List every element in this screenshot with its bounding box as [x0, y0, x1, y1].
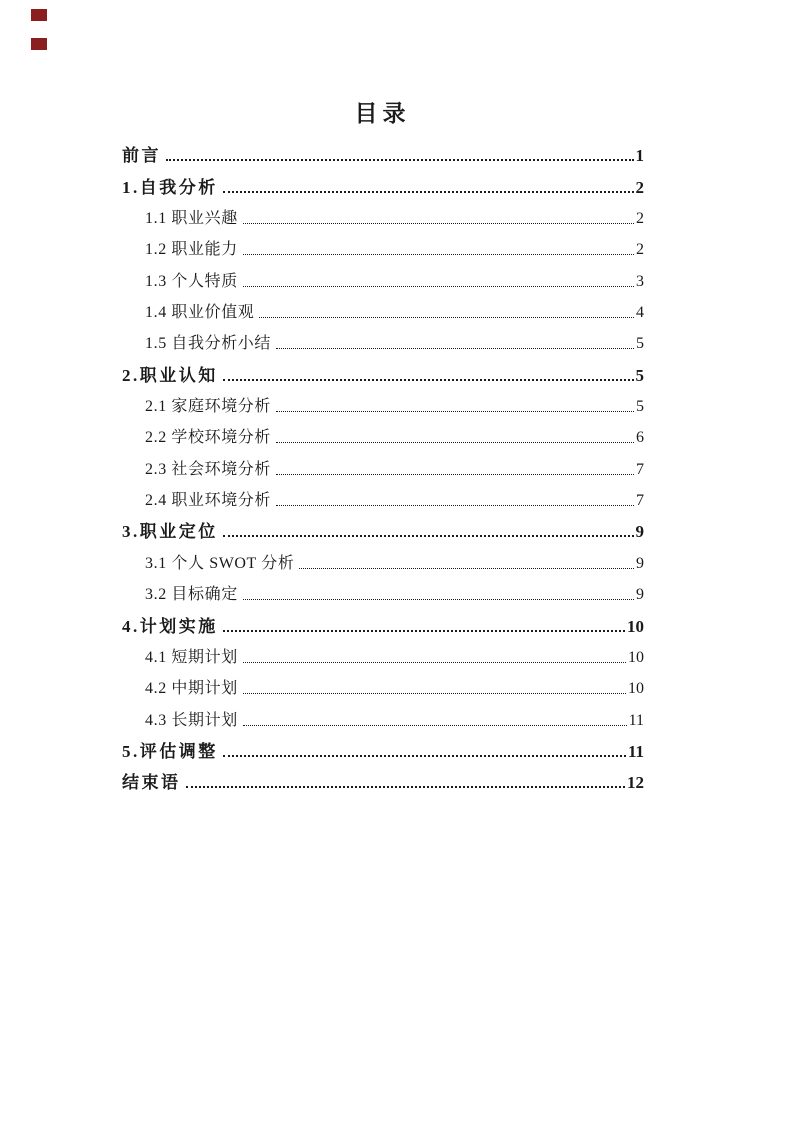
- toc-entry-page-number: 5: [636, 335, 644, 353]
- toc-entry-label: 1.5 自我分析小结: [145, 335, 272, 353]
- toc-entry-page-number: 9: [636, 554, 644, 572]
- toc-entry[interactable]: [122, 732, 644, 763]
- toc-entry-page-number: 3: [636, 272, 644, 290]
- toc-entry-label: 前言: [122, 146, 161, 166]
- dot-leader: [223, 630, 625, 632]
- toc-entry-page-number: 4: [636, 304, 644, 322]
- toc-entry[interactable]: [122, 293, 644, 324]
- page-title: 目录: [354, 101, 411, 126]
- toc-entry-label: 2.职业认知: [122, 365, 218, 385]
- toc-entry-label: 4.1 短期计划: [145, 648, 238, 666]
- toc-entry-page-number: 9: [635, 522, 644, 542]
- dot-leader: [299, 568, 634, 569]
- toc-entry-page-number: 11: [628, 711, 644, 729]
- toc-entry-label: 3.职业定位: [122, 522, 218, 542]
- dot-leader: [243, 223, 634, 224]
- toc-entry-label: 1.自我分析: [122, 177, 218, 197]
- toc-entry[interactable]: [122, 136, 644, 167]
- dot-leader: [276, 442, 634, 443]
- toc-entry-page-number: 5: [635, 365, 644, 385]
- toc-entry[interactable]: [122, 481, 644, 512]
- dot-leader: [276, 411, 634, 412]
- dot-leader: [243, 254, 634, 255]
- toc-entry[interactable]: [122, 230, 644, 261]
- dot-leader: [223, 191, 634, 193]
- toc-entry-page-number: 5: [636, 398, 644, 416]
- toc-entry[interactable]: [122, 763, 644, 794]
- toc-entry-label: 1.4 职业价值观: [145, 304, 255, 322]
- toc-entry-page-number: 6: [636, 429, 644, 447]
- toc-entry[interactable]: [122, 575, 644, 606]
- toc-entry-page-number: 10: [628, 648, 644, 666]
- toc-entry[interactable]: [122, 418, 644, 449]
- toc-entry-label: 2.4 职业环境分析: [145, 492, 272, 510]
- toc-entry[interactable]: [122, 700, 644, 731]
- toc-entry-page-number: 7: [636, 492, 644, 510]
- dot-leader: [276, 348, 634, 349]
- dot-leader: [243, 725, 627, 726]
- dot-leader: [223, 535, 634, 537]
- toc-entry-label: 结束语: [122, 773, 181, 793]
- toc-entry-page-number: 2: [636, 210, 644, 228]
- toc-entry[interactable]: [122, 199, 644, 230]
- toc-entry-page-number: 10: [627, 616, 644, 636]
- toc-entry-label: 1.2 职业能力: [145, 241, 238, 259]
- toc-entry[interactable]: [122, 449, 644, 480]
- toc-entry-label: 5.评估调整: [122, 741, 218, 761]
- toc-entry-label: 3.1 个人 SWOT 分析: [145, 554, 295, 572]
- dot-leader: [243, 662, 626, 663]
- toc-entry-label: 3.2 目标确定: [145, 586, 238, 604]
- toc-entry[interactable]: [122, 387, 644, 418]
- dot-leader: [243, 286, 634, 287]
- dot-leader: [259, 317, 634, 318]
- dot-leader: [223, 379, 634, 381]
- red-square-marker: [31, 9, 47, 21]
- toc-entry-page-number: 2: [636, 241, 644, 259]
- toc-entry[interactable]: [122, 261, 644, 292]
- dot-leader: [243, 599, 634, 600]
- toc-entry[interactable]: [122, 324, 644, 355]
- dot-leader: [223, 755, 626, 757]
- dot-leader: [243, 693, 626, 694]
- toc-entry-page-number: 12: [627, 773, 644, 793]
- toc-entry-label: 1.1 职业兴趣: [145, 210, 238, 228]
- toc-entry-label: 2.2 学校环境分析: [145, 429, 272, 447]
- toc-entry[interactable]: [122, 543, 644, 574]
- toc-entry-label: 2.1 家庭环境分析: [145, 398, 272, 416]
- toc-entry-page-number: 10: [628, 680, 644, 698]
- toc-entry-page-number: 11: [627, 741, 644, 761]
- dot-leader: [276, 505, 634, 506]
- toc-entry-label: 4.2 中期计划: [145, 680, 238, 698]
- toc-entry[interactable]: [122, 167, 644, 198]
- toc-entry-label: 4.3 长期计划: [145, 711, 238, 729]
- dot-leader: [186, 786, 626, 788]
- red-square-marker: [31, 38, 47, 50]
- toc-entry[interactable]: [122, 638, 644, 669]
- toc-entry[interactable]: [122, 355, 644, 386]
- toc-entry-page-number: 1: [635, 146, 644, 166]
- toc-entry-label: 2.3 社会环境分析: [145, 460, 272, 478]
- toc-entry-page-number: 2: [635, 177, 644, 197]
- toc-entry[interactable]: [122, 512, 644, 543]
- toc-entry[interactable]: [122, 606, 644, 637]
- dot-leader: [276, 474, 634, 475]
- dot-leader: [166, 159, 634, 161]
- toc-entry-page-number: 9: [636, 586, 644, 604]
- toc-entry[interactable]: [122, 669, 644, 700]
- table-of-contents: [122, 136, 644, 794]
- toc-entry-label: 4.计划实施: [122, 616, 218, 636]
- toc-entry-page-number: 7: [636, 460, 644, 478]
- toc-entry-label: 1.3 个人特质: [145, 272, 238, 290]
